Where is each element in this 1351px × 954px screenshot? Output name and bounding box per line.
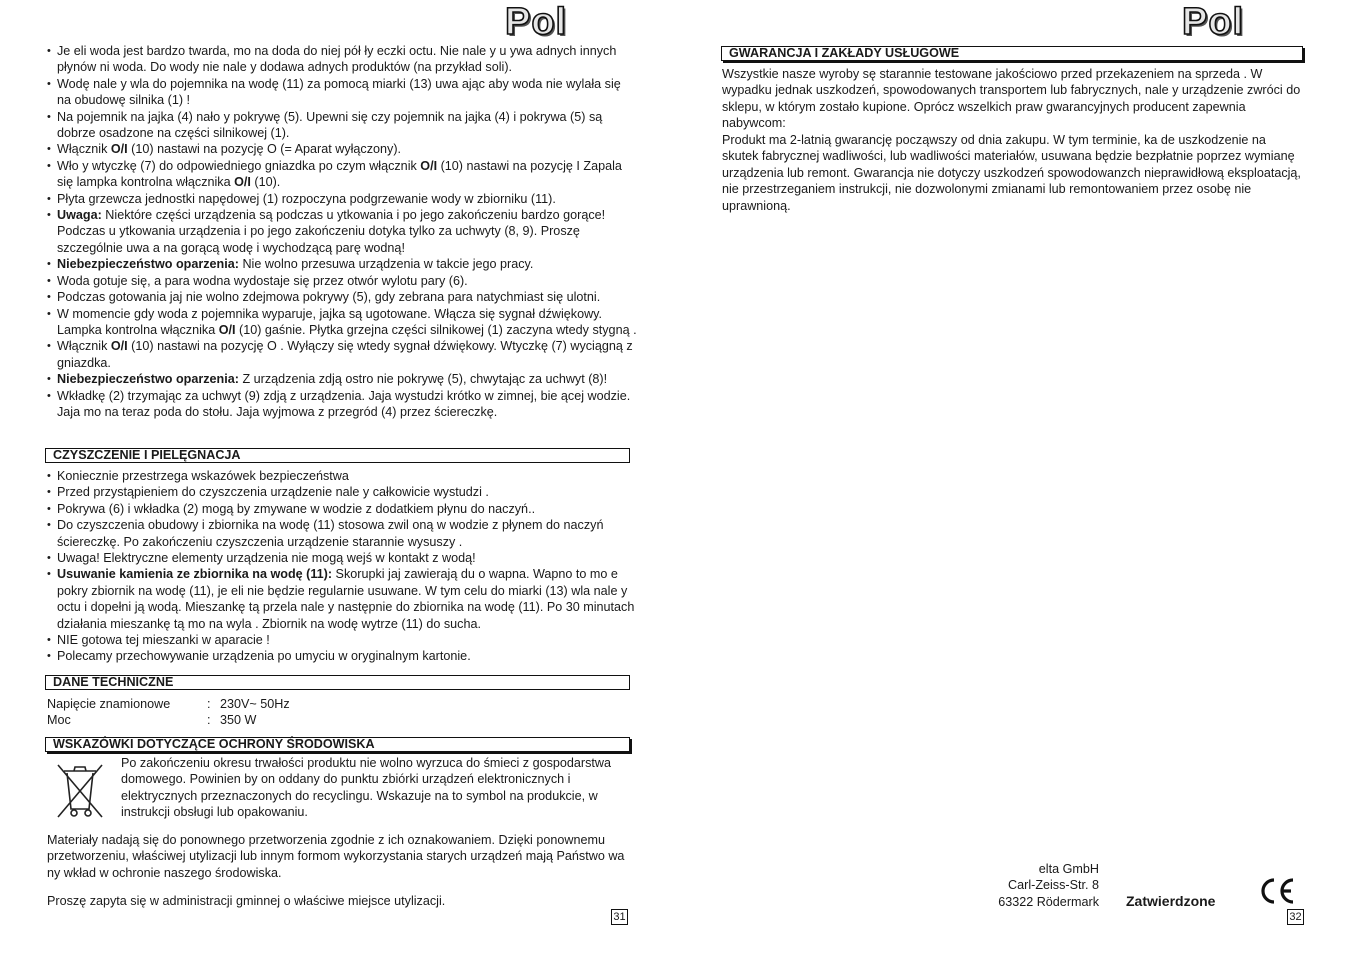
spec-separator: : [207, 713, 211, 728]
instruction-item: • Uwaga! Elektryczne elementy urządzenia nie mogą wejś w kontakt z wodą! [47, 550, 637, 566]
instruction-item: • Pokrywa (6) i wkładka (2) mogą by zmywane w wodzie z dodatkiem płynu do naczyń.. [47, 501, 637, 517]
spec-key: Moc [47, 713, 71, 728]
instruction-item: • Niebezpieczeństwo oparzenia: Z urządzenia zdją ostro nie pokrywę (5), chwytając za uchwyt (8)! [47, 371, 637, 387]
spec-row-power [47, 712, 447, 728]
instruction-item: • Włącznik O/I (10) nastawi na pozycję O . Wyłączy się wtedy sygnał dźwiękowy. Wtyczkę (7) wyciągną z gniazdka. [47, 338, 637, 371]
instruction-item: • Woda gotuje się, a para wodna wydostaje się przez otwór wylotu pary (6). [47, 273, 637, 289]
instruction-item: • W momencie gdy woda z pojemnika wyparuje, jajka są ugotowane. Włącza się sygnał dźwiękowy. Lampka kontrolna włącznika O/I (10) gaśnie. Płytka grzejna części silnikowej (1) zaczyna wtedy stygną . [47, 306, 637, 339]
usage-instructions-list [47, 43, 637, 420]
instruction-item: • Płyta grzewcza jednostki napędowej (1) rozpoczyna podgrzewanie wody w zbiorniku (11). [47, 191, 637, 207]
company-address [960, 861, 1099, 910]
instruction-item: • Uwaga: Niektóre części urządzenia są podczas u ytkowania i po jego zakończeniu bardzo gorące! Podczas u ytkowania urządzenia i po jego zakończeniu dotyka tylko za uchwyty (8, 9). Proszę szczególnie uwa a na gorącą wodę i wychodzącą parę wodną! [47, 207, 637, 256]
instruction-item: • Wodę nale y wla do pojemnika na wodę (11) za pomocą miarki (13) uwa ając aby woda nie wylała się na obudowę silnika (1) ! [47, 76, 637, 109]
tech-specs-table [47, 696, 447, 729]
instruction-item: • Przed przystąpieniem do czyszczenia urządzenie nale y całkowicie wystudzi . [47, 484, 637, 500]
instruction-item: • Polecamy przechowywanie urządzenia po umyciu w oryginalnym kartonie. [47, 648, 637, 664]
warranty-text-1: Wszystkie nasze wyroby sę starannie testowane jakościowo przed przekazeniem na sprzeda . W wypadku jednak uszkodzeń, spowodowanych transportem lub fabrycznych, nale y urządzenie zwróci do sklepu, w którym zostało kupione. Oprócz wszelkich praw gwarancyjnych producent zapewnia nabywcom: [722, 67, 1301, 131]
right-page-title: Pol [1182, 1, 1245, 43]
instruction-item: • Podczas gotowania jaj nie wolno zdejmowa pokrywy (5), gdy zebrana para natychmiast się ulotni. [47, 289, 637, 305]
page-number-left: 31 [611, 909, 628, 925]
company-city: 63322 Rödermark [998, 894, 1099, 909]
page-number-right: 32 [1287, 909, 1304, 925]
instruction-item: • NIE gotowa tej mieszanki w aparacie ! [47, 632, 637, 648]
spec-value: 350 W [220, 713, 257, 728]
recycling-text: Materiały nadają się do ponownego przetworzenia zgodnie z ich oznakowaniem. Dzięki ponownemu przetworzeniu, właściwej utylizacji lub innym formom wykorzystania starych urządzeń mają Państwo wa ny wkład w ochronie naszego środowiska. [47, 833, 625, 880]
company-name: elta GmbH [1038, 862, 1099, 876]
warranty-text-2: Produkt ma 2-latnią gwarancję począwszy od dnia zakupu. W tym terminie, ka de uszkodzenie na skutek fabrycznej wadliwości, lub wadliwości materiałów, usuwana będzie bezpłatnie poprzez wymianę urządzenia lub remont. Gwarancja nie dotyczy uszkodzeń spowodowanzch nieprawidłową eksploatacją, nie przestrzeganiem instrukcji, nie dozwolonymi zmianami lub remontowaniem przez osobę nie uprawnioną. [722, 133, 1301, 213]
warranty-heading: GWARANCJA I ZAKŁADY USŁUGOWE [721, 46, 1303, 61]
approved-label: Zatwierdzone [1126, 893, 1216, 909]
left-usage-section [47, 43, 637, 420]
instruction-item: • Na pojemnik na jajka (4) nało y pokrywę (5). Upewni się czy pojemnik na jajka (4) i pokrywa (5) są dobrze osadzone na części silnikowej (1). [47, 109, 637, 142]
instruction-item: • Do czyszczenia obudowy i zbiornika na wodę (11) stosowa zwil oną w wodzie z płynem do naczyń ściereczkę. Po zakończeniu czyszczenia urządzenie starannie wysuszy . [47, 517, 637, 550]
environment-text: Po zakończeniu okresu trwałości produktu nie wolno wyrzuca do śmieci z gospodarstwa domowego. Powinien by on oddany do punktu zbiórki urządzeń elektronicznych i elektrycznych przeznaczonych do recyclingu. Wskazuje na to symbol na produkcie, w instrukcji obsługi lub opakowaniu. [121, 756, 611, 820]
spec-separator: : [207, 697, 211, 711]
ce-mark-icon [1258, 876, 1298, 906]
instruction-item: • Włącznik O/I (10) nastawi na pozycję O (= Aparat wyłączony). [47, 141, 637, 157]
spec-row-voltage [47, 696, 447, 712]
cleaning-instructions-list [47, 468, 637, 665]
spec-key: Napięcie znamionowe [47, 697, 171, 711]
instruction-item: • Wkładkę (2) trzymając za uchwyt (9) zdją z urządzenia. Jaja wystudzi krótko w zimnej, bie ącej wodzie. Jaja mo na teraz poda do stołu. Jaja wyjmowa z przegród (4) przez ściereczkę. [47, 388, 637, 421]
company-street: Carl-Zeiss-Str. 8 [1008, 878, 1099, 893]
ask-municipality-text: Proszę zapyta się w administracji gminnej o właściwe miejsce utylizacji. [47, 894, 446, 908]
environment-heading: WSKAZÓWKI DOTYCZĄCE OCHRONY ŚRODOWISKA [45, 737, 630, 752]
instruction-item: • Niebezpieczeństwo oparzenia: Nie wolno przesuwa urządzenia w takcie jego pracy. [47, 256, 637, 272]
tech-data-heading: DANE TECHNICZNE [45, 675, 630, 690]
instruction-item: • Wło y wtyczkę (7) do odpowiedniego gniazdka po czym włącznik O/I (10) nastawi na pozycję I Zapala się lampka kontrolna włącznika O/I (10). [47, 158, 637, 191]
left-cleaning-section [47, 468, 637, 665]
weee-bin-icon [52, 759, 106, 821]
instruction-item: • Usuwanie kamienia ze zbiornika na wodę (11): Skorupki jaj zawierają du o wapna. Wapno to mo e pokry zbiornik na wodę (11), je eli nie będzie regularnie usuwane. W tym celu do miarki (13) wla nale y octu i dopełni ją wodą. Mieszankę tą przela nale y następnie do zbiornika na wodę (11). Po 30 minutach działania mieszankę tą mo na wyla . Zbiornik na wodę wytrze (11) do sucha. [47, 566, 637, 632]
spec-value: 230V~ 50Hz [220, 697, 290, 711]
cleaning-heading: CZYSZCZENIE I PIELĘGNACJA [45, 448, 630, 463]
instruction-item: • Je eli woda jest bardzo twarda, mo na doda do niej pół ły eczki octu. Nie nale y u ywa adnych innych płynów ni woda. Do wody nie nale y dodawa adnych produktów (na przykład soli). [47, 43, 637, 76]
instruction-item: • Koniecznie przestrzega wskazówek bezpieczeństwa [47, 468, 637, 484]
left-page-title: Pol [505, 1, 568, 43]
